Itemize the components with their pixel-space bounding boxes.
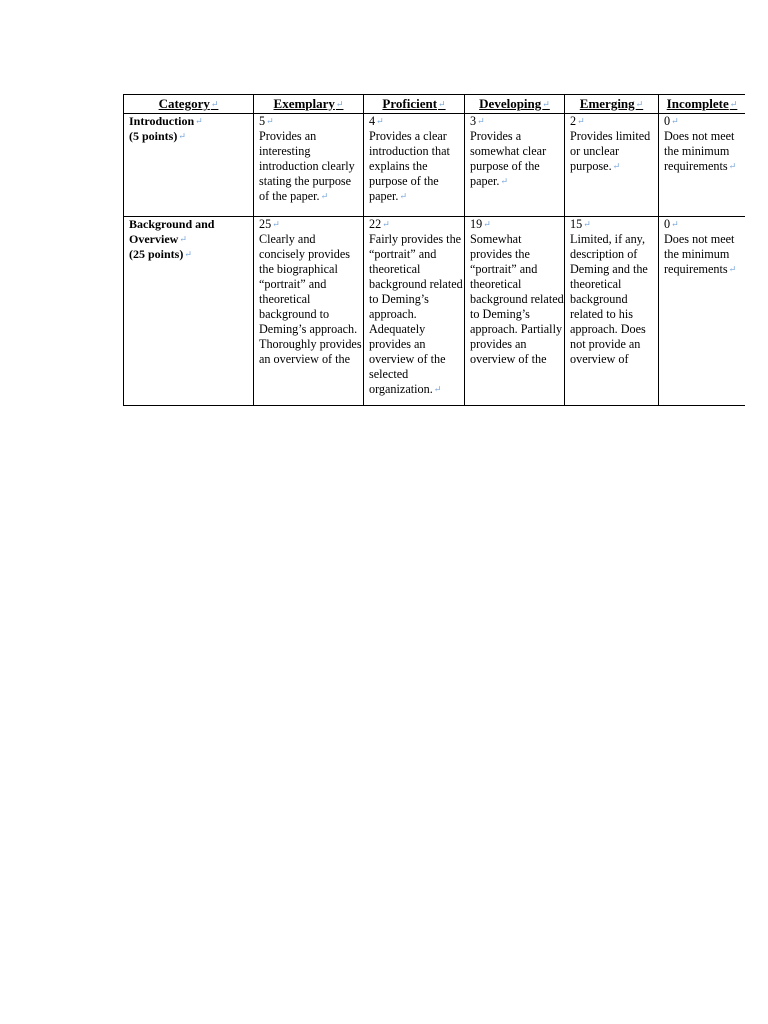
- score-value: 3: [470, 114, 477, 128]
- paragraph-mark-icon: ↵: [728, 161, 737, 171]
- paragraph-mark-icon: ↵: [178, 131, 186, 141]
- score-description: Somewhat provides the “portrait” and theoretical background related to Deming’s approach. Partially provides an overview of the: [470, 232, 564, 366]
- rubric-cell-incomplete: [659, 114, 746, 217]
- score-value: 4: [369, 114, 376, 128]
- header-emerging: Emerging↵: [565, 95, 659, 114]
- paragraph-mark-icon: ↵: [382, 219, 390, 229]
- paragraph-mark-icon: ↵: [583, 219, 591, 229]
- paragraph-mark-icon: ↵: [376, 116, 384, 126]
- category-points: (5 points): [129, 129, 178, 143]
- score-description: Clearly and concisely provides the biographical “portrait” and theoretical background to Deming’s approach. Thoroughly provides an overview of the: [259, 232, 362, 366]
- header-exemplary: Exemplary↵: [254, 95, 364, 114]
- paragraph-mark-icon: ↵: [612, 161, 621, 171]
- score-description: Does not meet the minimum requirements: [664, 129, 735, 173]
- paragraph-mark-icon: ↵: [477, 116, 485, 126]
- score-value: 19: [470, 217, 483, 231]
- category-cell: [124, 217, 254, 406]
- rubric-cell-exemplary: [254, 217, 364, 406]
- category-cell: [124, 114, 254, 217]
- category-label: Introduction: [129, 114, 195, 128]
- rubric-cell-proficient: [364, 217, 465, 406]
- score-value: 25: [259, 217, 272, 231]
- header-category: Category↵: [124, 95, 254, 114]
- paragraph-mark-icon: ↵: [399, 191, 407, 201]
- score-value: 22: [369, 217, 382, 231]
- category-label: Background and Overview: [129, 217, 215, 246]
- paragraph-mark-icon: ↵: [635, 99, 644, 109]
- header-incomplete: Incomplete↵: [659, 95, 746, 114]
- rubric-cell-exemplary: [254, 114, 364, 217]
- rubric-table: [123, 94, 745, 406]
- paragraph-mark-icon: ↵: [266, 116, 274, 126]
- score-description: Provides limited or unclear purpose.: [570, 129, 651, 173]
- header-row: [124, 95, 746, 114]
- paragraph-mark-icon: ↵: [729, 99, 738, 109]
- rubric-cell-developing: [465, 217, 565, 406]
- rubric-cell-proficient: [364, 114, 465, 217]
- paragraph-mark-icon: ↵: [438, 99, 446, 109]
- paragraph-mark-icon: ↵: [272, 219, 280, 229]
- score-description: Does not meet the minimum requirements: [664, 232, 735, 276]
- score-value: 0: [664, 114, 671, 128]
- score-value: 15: [570, 217, 583, 231]
- score-value: 5: [259, 114, 266, 128]
- score-description: Provides an interesting introduction clearly stating the purpose of the paper.: [259, 129, 355, 203]
- paragraph-mark-icon: ↵: [184, 249, 192, 259]
- score-description: Provides a clear introduction that explains the purpose of the paper.: [369, 129, 450, 203]
- rubric-cell-emerging: [565, 114, 659, 217]
- paragraph-mark-icon: ↵: [433, 384, 442, 394]
- paragraph-mark-icon: ↵: [500, 176, 508, 186]
- table-row-background-overview: [124, 217, 746, 406]
- header-developing: Developing↵: [465, 95, 565, 114]
- paragraph-mark-icon: ↵: [320, 191, 329, 201]
- rubric-table-container: [123, 94, 745, 411]
- paragraph-mark-icon: ↵: [210, 99, 219, 109]
- header-proficient: Proficient↵: [364, 95, 465, 114]
- paragraph-mark-icon: ↵: [671, 219, 679, 229]
- category-points: (25 points): [129, 247, 184, 261]
- rubric-cell-developing: [465, 114, 565, 217]
- paragraph-mark-icon: ↵: [728, 264, 737, 274]
- rubric-cell-incomplete: [659, 217, 746, 406]
- paragraph-mark-icon: ↵: [577, 116, 585, 126]
- paragraph-mark-icon: ↵: [542, 99, 550, 109]
- paragraph-mark-icon: ↵: [671, 116, 679, 126]
- paragraph-mark-icon: ↵: [195, 116, 203, 126]
- score-description: Limited, if any, description of Deming and the theoretical background related to his approach. Does not provide an overview of: [570, 232, 648, 366]
- table-row-introduction: [124, 114, 746, 217]
- rubric-cell-emerging: [565, 217, 659, 406]
- paragraph-mark-icon: ↵: [335, 99, 344, 109]
- score-description: Provides a somewhat clear purpose of the paper.: [470, 129, 547, 188]
- paragraph-mark-icon: ↵: [179, 234, 187, 244]
- score-value: 2: [570, 114, 577, 128]
- score-description: Fairly provides the “portrait” and theoretical background related to Deming’s approach. Adequately provides an overview of the selected organization.: [369, 232, 463, 396]
- paragraph-mark-icon: ↵: [483, 219, 491, 229]
- score-value: 0: [664, 217, 671, 231]
